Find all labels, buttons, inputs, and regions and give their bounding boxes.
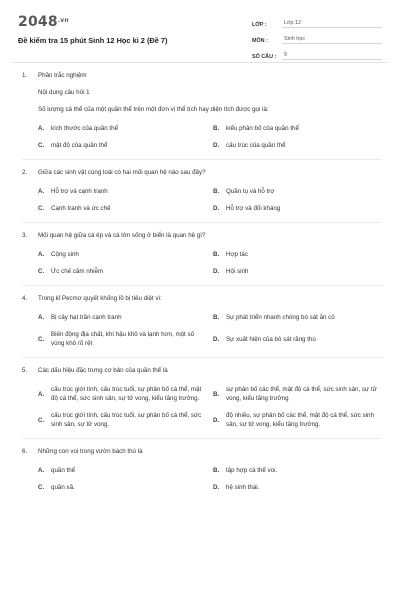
option-letter: C. — [38, 205, 45, 212]
option-letter: B. — [213, 125, 220, 132]
question-number: 3. — [22, 232, 28, 239]
option-text: kiểu phân bố của quần thể — [226, 125, 299, 132]
answer-option[interactable] — [213, 466, 382, 475]
question-header — [22, 71, 382, 80]
question-item — [22, 160, 382, 223]
meta-label: MÔN : — [252, 38, 268, 44]
option-text: kích thước của quần thể — [51, 125, 119, 132]
option-letter: B. — [213, 467, 220, 474]
question-number: 6. — [22, 448, 28, 455]
answer-option[interactable] — [213, 267, 382, 276]
option-letter: A. — [38, 188, 45, 195]
option-text: Sự phát triển nhanh chóng bò sát ăn cỏ — [226, 314, 335, 321]
answer-option[interactable] — [213, 330, 382, 348]
option-text: Biến động địa chất, khí hậu khô và lạnh hơn, một số vùng khô rõ rệt — [51, 331, 195, 347]
answer-option[interactable] — [213, 204, 382, 213]
question-text: Trong kỉ Pecmơ quyết khống lồ bị tiêu diệt vì: — [38, 295, 162, 302]
option-letter: A. — [38, 390, 45, 398]
answer-option[interactable] — [213, 250, 382, 259]
answer-options — [38, 385, 382, 429]
answer-option[interactable] — [213, 124, 382, 133]
option-text: mật độ của quần thể — [51, 142, 108, 149]
question-text: Mối quan hệ giữa cá ép và cá lớn sống ở biển là quan hệ gì? — [38, 232, 206, 239]
answer-options — [38, 250, 382, 276]
answer-option[interactable] — [38, 483, 207, 492]
answer-option[interactable] — [38, 124, 207, 133]
meta-row — [252, 48, 382, 60]
option-letter: A. — [38, 467, 45, 474]
option-letter: B. — [213, 390, 220, 398]
question-header — [22, 168, 382, 177]
logo-text: 2048 — [18, 14, 58, 30]
option-text: sự phân bố các thể, mật độ cá thể, sức sinh sản, sự tử vong, kiểu tăng trưởng — [226, 386, 377, 402]
logo-tld: .vn — [57, 17, 69, 24]
question-header — [22, 231, 382, 240]
answer-options — [38, 313, 382, 348]
answer-option[interactable] — [38, 411, 207, 429]
answer-option[interactable] — [38, 250, 207, 259]
option-letter: B. — [213, 251, 220, 258]
option-text: cấu trúc của quần thể — [226, 142, 286, 149]
option-text: Hỗ trợ và cạnh tranh — [51, 188, 108, 195]
answer-option[interactable] — [38, 141, 207, 150]
question-text: Phần trắc nghiệm — [38, 72, 87, 79]
option-letter: C. — [38, 484, 45, 491]
question-item — [22, 286, 382, 358]
option-text: quần xã. — [51, 484, 75, 491]
question-header — [22, 294, 382, 303]
answer-option[interactable] — [213, 411, 382, 429]
option-letter: A. — [38, 314, 45, 321]
question-subtext: Số lượng cá thể của một quần thể trên một đơn vị thể tích hay diện tích được gọi là: — [38, 106, 269, 113]
answer-option[interactable] — [38, 187, 207, 196]
option-letter: D. — [213, 335, 220, 343]
question-number: 4. — [22, 295, 28, 302]
option-letter: D. — [213, 205, 220, 212]
question-text: Giữa các sinh vật cùng loài có hai mối quan hệ nào sau đây? — [38, 169, 206, 176]
option-letter: C. — [38, 335, 45, 343]
answer-option[interactable] — [38, 466, 207, 475]
option-letter: B. — [213, 314, 220, 321]
option-text: Quần tụ và hỗ trợ — [226, 188, 275, 195]
answer-options — [38, 124, 382, 150]
exam-meta — [252, 16, 382, 64]
question-item — [22, 439, 382, 501]
option-text: tập hợp cá thể voi. — [226, 467, 278, 474]
question-subtext: Nội dung câu hỏi 1 — [38, 89, 90, 96]
option-text: hệ sinh thái. — [226, 484, 260, 491]
answer-option[interactable] — [38, 313, 207, 322]
option-text: Hỗ trợ và đối kháng — [226, 205, 281, 212]
meta-label: LỚP : — [252, 22, 267, 28]
answer-option[interactable] — [213, 141, 382, 150]
question-item — [22, 63, 382, 160]
option-text: cấu trúc giới tính, cấu trúc tuổi, sự phân bố cá thể, mật độ cá thể, sức sinh sản, sự tử vong, kiểu tăng trưởng. — [51, 386, 202, 402]
option-letter: A. — [38, 251, 45, 258]
option-text: Cộng sinh — [51, 251, 79, 258]
answer-option[interactable] — [213, 483, 382, 492]
option-text: Hội sinh — [226, 268, 249, 275]
page-header — [0, 0, 400, 62]
meta-value: Sinh học — [282, 36, 382, 44]
option-letter: D. — [213, 268, 220, 275]
question-header — [22, 447, 382, 456]
meta-row — [252, 16, 382, 28]
answer-option[interactable] — [213, 385, 382, 403]
answer-option[interactable] — [38, 204, 207, 213]
answer-option[interactable] — [38, 385, 207, 403]
answer-option[interactable] — [213, 187, 382, 196]
meta-value: 9 — [282, 52, 382, 60]
option-text: Ức chế cảm nhiễm — [51, 268, 104, 275]
option-text: Cạnh tranh và ức chế — [51, 205, 111, 212]
meta-value: Lớp 12 — [282, 20, 382, 28]
option-text: Hợp tác — [226, 251, 248, 258]
answer-option[interactable] — [213, 313, 382, 322]
meta-row — [252, 32, 382, 44]
option-letter: C. — [38, 142, 45, 149]
question-number: 2. — [22, 169, 28, 176]
question-item — [22, 223, 382, 286]
question-text: Các dấu hiệu đặc trưng cơ bản của quần thể là — [38, 367, 168, 374]
page-title: Đề kiểm tra 15 phút Sinh 12 Học kì 2 (Đề 7) — [18, 36, 168, 45]
question-text: Những con voi trong vườn bách thú là — [38, 448, 143, 455]
question-number: 1. — [22, 72, 28, 79]
option-text: cấu trúc giới tính, cấu trúc tuổi, sự phân bố cá thể, sức sinh sản, sự tử vong. — [51, 412, 202, 428]
option-letter: D. — [213, 142, 220, 149]
option-letter: C. — [38, 416, 45, 424]
option-text: Bị cây hạt trần cạnh tranh — [51, 314, 122, 321]
question-header — [22, 366, 382, 375]
option-letter: B. — [213, 188, 220, 195]
answer-option[interactable] — [38, 267, 207, 276]
option-letter: D. — [213, 484, 220, 491]
option-text: Sự xuất hiện của bò sát răng thú — [226, 335, 316, 343]
question-item — [22, 358, 382, 439]
option-letter: D. — [213, 416, 220, 424]
question-number: 5. — [22, 367, 28, 374]
answer-option[interactable] — [38, 330, 207, 348]
question-list — [0, 63, 400, 501]
answer-options — [38, 466, 382, 492]
option-letter: A. — [38, 125, 45, 132]
meta-label: SỐ CÂU : — [252, 54, 277, 60]
option-text: độ nhiều, sự phân bố các thể, mật độ cá thể, sức sinh sản, sự tử vong, kiểu tăng trưởng. — [226, 412, 374, 428]
option-text: quần thể — [51, 467, 76, 474]
answer-options — [38, 187, 382, 213]
option-letter: C. — [38, 268, 45, 275]
